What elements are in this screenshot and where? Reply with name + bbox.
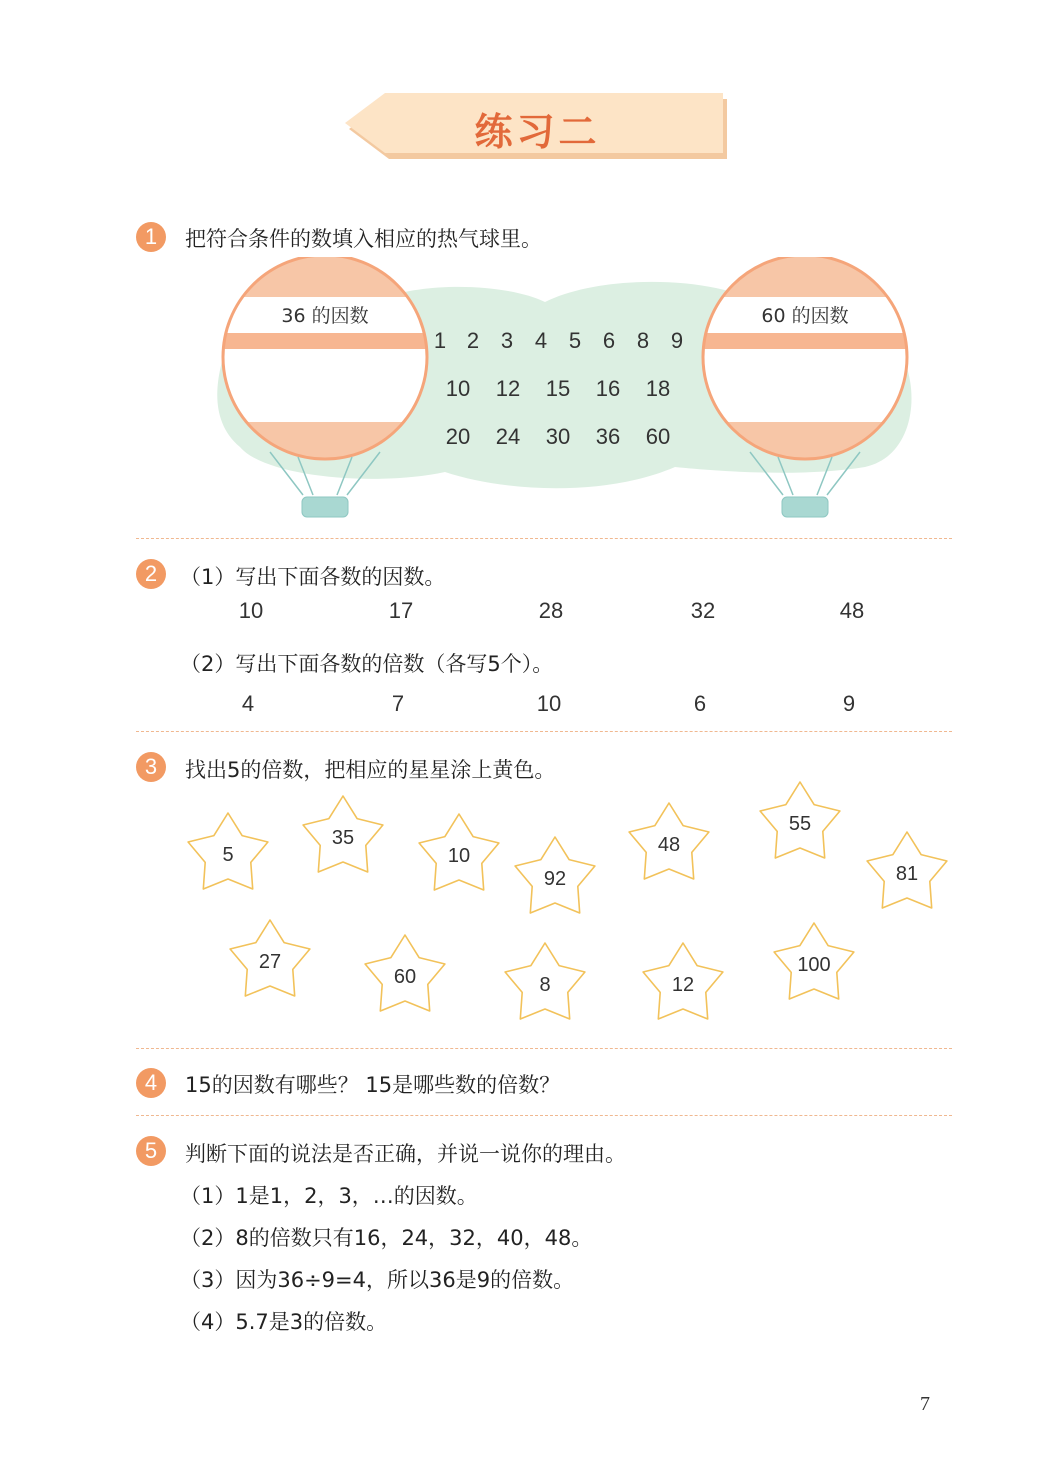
balloon-right [698,257,913,522]
factor-number: 32 [690,598,716,623]
star-92[interactable] [510,834,600,920]
section-separator [136,538,952,539]
star-number: 10 [447,845,471,867]
pool-number: 6 [602,328,616,353]
factor-number: 28 [538,598,564,623]
star-number: 60 [393,966,417,988]
factor-number: 17 [388,598,414,623]
section-separator [136,1048,952,1049]
pool-number: 24 [495,424,521,449]
factor-number: 48 [839,598,865,623]
pool-number: 2 [466,328,480,353]
balloon-left-label: 36 的因数 [281,305,369,327]
page-title: 练习二 [474,109,601,154]
title-banner [345,93,730,161]
star-number: 12 [671,974,695,996]
star-number: 81 [895,863,919,885]
multiple-number: 7 [391,691,405,716]
pool-number: 1 [433,328,447,353]
star-12[interactable] [638,940,728,1026]
question-4-text: 15的因数有哪些？ 15是哪些数的倍数？ [185,1073,561,1097]
section-separator [136,731,952,732]
star-81[interactable] [862,829,952,915]
question-2-part-2-text: （2）写出下面各数的倍数（各写5个）。 [180,652,554,676]
star-35[interactable] [298,793,388,879]
star-number: 27 [258,951,282,973]
star-number: 100 [797,954,831,976]
pool-number: 4 [534,328,548,353]
pool-number: 10 [445,376,471,401]
pool-number: 9 [670,328,684,353]
section-separator [136,1115,952,1116]
question-5-item-4: （4）5.7是3的倍数。 [180,1310,388,1334]
pool-number: 30 [545,424,571,449]
multiple-number: 6 [693,691,707,716]
star-number: 92 [543,868,567,890]
pool-number: 20 [445,424,471,449]
pool-number: 12 [495,376,521,401]
multiple-number: 9 [842,691,856,716]
factor-number: 10 [238,598,264,623]
star-100[interactable] [769,920,859,1006]
pool-number: 8 [636,328,650,353]
question-1-badge: 1 [136,222,166,252]
pool-number: 16 [595,376,621,401]
question-5-text: 判断下面的说法是否正确，并说一说你的理由。 [185,1142,626,1166]
question-2-part-1-text: （1）写出下面各数的因数。 [180,565,446,589]
pool-number: 5 [568,328,582,353]
star-number: 8 [539,974,551,996]
question-3-text: 找出5的倍数，把相应的星星涂上黄色。 [185,758,556,782]
balloon-left [218,257,433,522]
question-5-item-3: （3）因为36÷9=4，所以36是9的倍数。 [180,1268,575,1292]
question-3-badge: 3 [136,752,166,782]
question-2-badge: 2 [136,559,166,589]
star-number: 35 [331,827,355,849]
star-55[interactable] [755,779,845,865]
pool-number: 18 [645,376,671,401]
multiple-number: 10 [536,691,562,716]
star-8[interactable] [500,940,590,1026]
page-number: 7 [920,1393,930,1415]
star-number: 48 [657,834,681,856]
question-5-item-2: （2）8的倍数只有16，24，32，40，48。 [180,1226,593,1250]
pool-number: 15 [545,376,571,401]
balloon-right-label: 60 的因数 [761,305,849,327]
multiple-number: 4 [241,691,255,716]
question-5-item-1: （1）1是1，2，3，…的因数。 [180,1184,478,1208]
question-5-badge: 5 [136,1136,166,1166]
question-4-badge: 4 [136,1068,166,1098]
star-number: 55 [788,813,812,835]
pool-number: 3 [500,328,514,353]
star-number: 5 [222,844,234,866]
star-10[interactable] [414,811,504,897]
star-5[interactable] [183,810,273,896]
pool-number: 60 [645,424,671,449]
question-1-text: 把符合条件的数填入相应的热气球里。 [185,227,542,251]
pool-number: 36 [595,424,621,449]
star-60[interactable] [360,932,450,1018]
star-27[interactable] [225,917,315,1003]
star-48[interactable] [624,800,714,886]
